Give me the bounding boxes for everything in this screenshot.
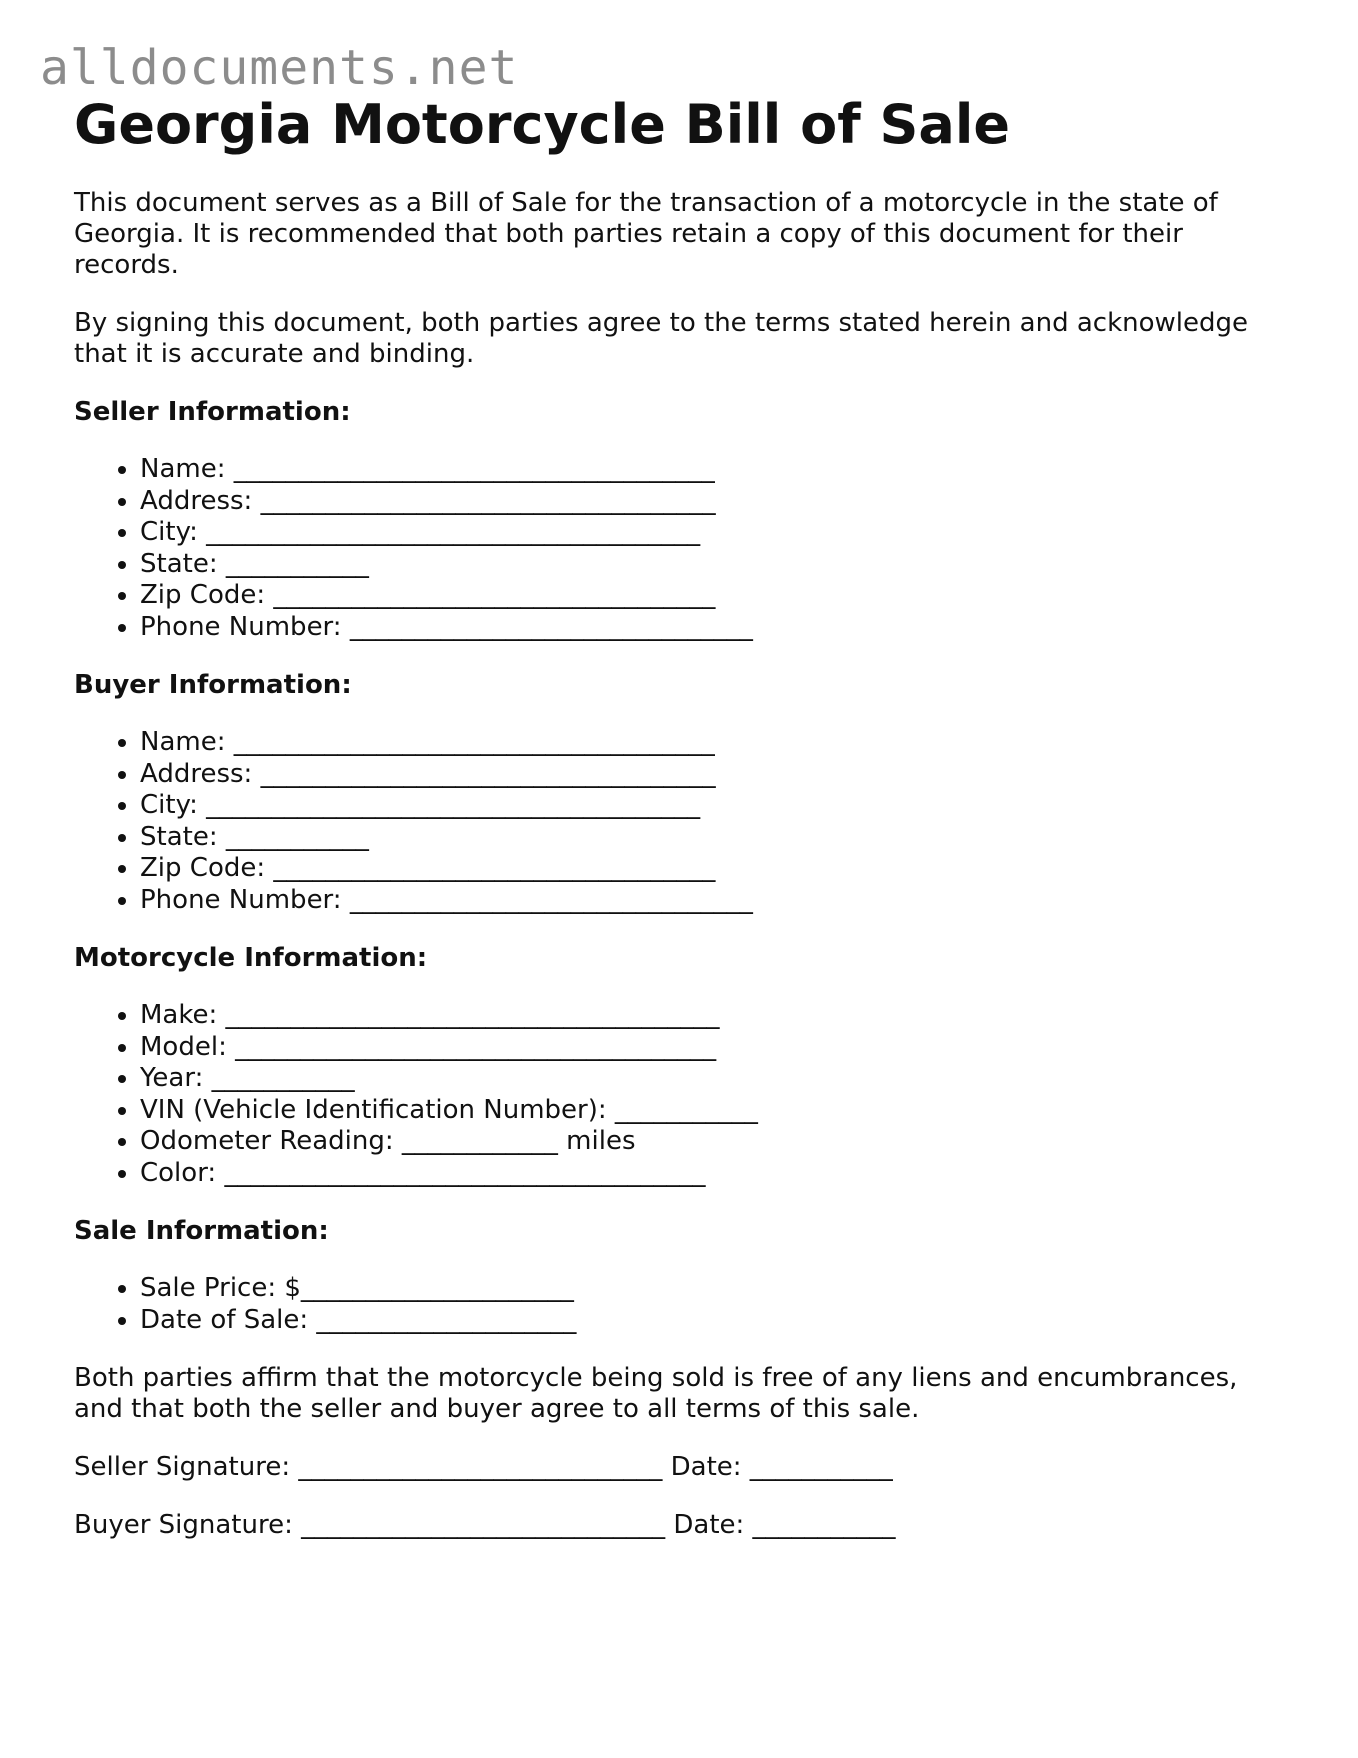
- motorcycle-model-field: • Model: _____________________________________: [140, 1032, 1294, 1064]
- motorcycle-information-heading: Motorcycle Information:: [74, 943, 428, 973]
- buyer-signature-line: [74, 1510, 1294, 1541]
- buyer-state-field: • State: ___________: [140, 822, 1294, 854]
- sale-information-list: [74, 1273, 1294, 1336]
- buyer-phone-field: • Phone Number: _______________________________: [140, 885, 1294, 917]
- sale-price-field: • Sale Price: $_____________________: [140, 1273, 1294, 1305]
- motorcycle-year-field: • Year: ___________: [140, 1063, 1294, 1095]
- motorcycle-odometer-field: • Odometer Reading: ____________ miles: [140, 1126, 1294, 1158]
- closing-paragraph: Both parties affirm that the motorcycle being sold is free of any liens and encumbrances, and that both the seller and buyer agree to all terms of this sale.: [74, 1363, 1238, 1424]
- motorcycle-make-field: • Make: ______________________________________: [140, 1000, 1294, 1032]
- watermark: alldocuments.net: [40, 40, 519, 96]
- document-page: [74, 92, 1294, 1541]
- seller-city-field: • City: ______________________________________: [140, 517, 1294, 549]
- document-title: Georgia Motorcycle Bill of Sale: [74, 93, 1010, 156]
- seller-information-heading: Seller Information:: [74, 397, 351, 427]
- sale-date-field: • Date of Sale: ____________________: [140, 1305, 1294, 1337]
- buyer-information-list: [74, 727, 1294, 916]
- buyer-address-field: • Address: ___________________________________: [140, 759, 1294, 791]
- seller-signature-text: Seller Signature: ____________________________ Date: ___________: [74, 1452, 893, 1482]
- buyer-name-field: • Name: _____________________________________: [140, 727, 1294, 759]
- motorcycle-color-field: • Color: _____________________________________: [140, 1158, 1294, 1190]
- seller-zip-field: • Zip Code: __________________________________: [140, 580, 1294, 612]
- motorcycle-information-list: [74, 1000, 1294, 1189]
- intro-paragraph: This document serves as a Bill of Sale for the transaction of a motorcycle in the state of Georgia. It is recommended that both parties retain a copy of this document for their records.: [74, 188, 1218, 280]
- motorcycle-vin-field: • VIN (Vehicle Identification Number): ___________: [140, 1095, 1294, 1127]
- buyer-information-heading: Buyer Information:: [74, 670, 352, 700]
- seller-address-field: • Address: ___________________________________: [140, 486, 1294, 518]
- seller-state-field: • State: ___________: [140, 549, 1294, 581]
- sale-information-heading: Sale Information:: [74, 1216, 329, 1246]
- seller-information-list: [74, 454, 1294, 643]
- buyer-zip-field: • Zip Code: __________________________________: [140, 853, 1294, 885]
- seller-phone-field: • Phone Number: _______________________________: [140, 612, 1294, 644]
- buyer-city-field: • City: ______________________________________: [140, 790, 1294, 822]
- buyer-signature-text: Buyer Signature: ____________________________ Date: ___________: [74, 1510, 896, 1540]
- agreement-paragraph: By signing this document, both parties agree to the terms stated herein and acknowledge that it is accurate and binding.: [74, 308, 1249, 369]
- seller-signature-line: [74, 1452, 1294, 1483]
- seller-name-field: • Name: _____________________________________: [140, 454, 1294, 486]
